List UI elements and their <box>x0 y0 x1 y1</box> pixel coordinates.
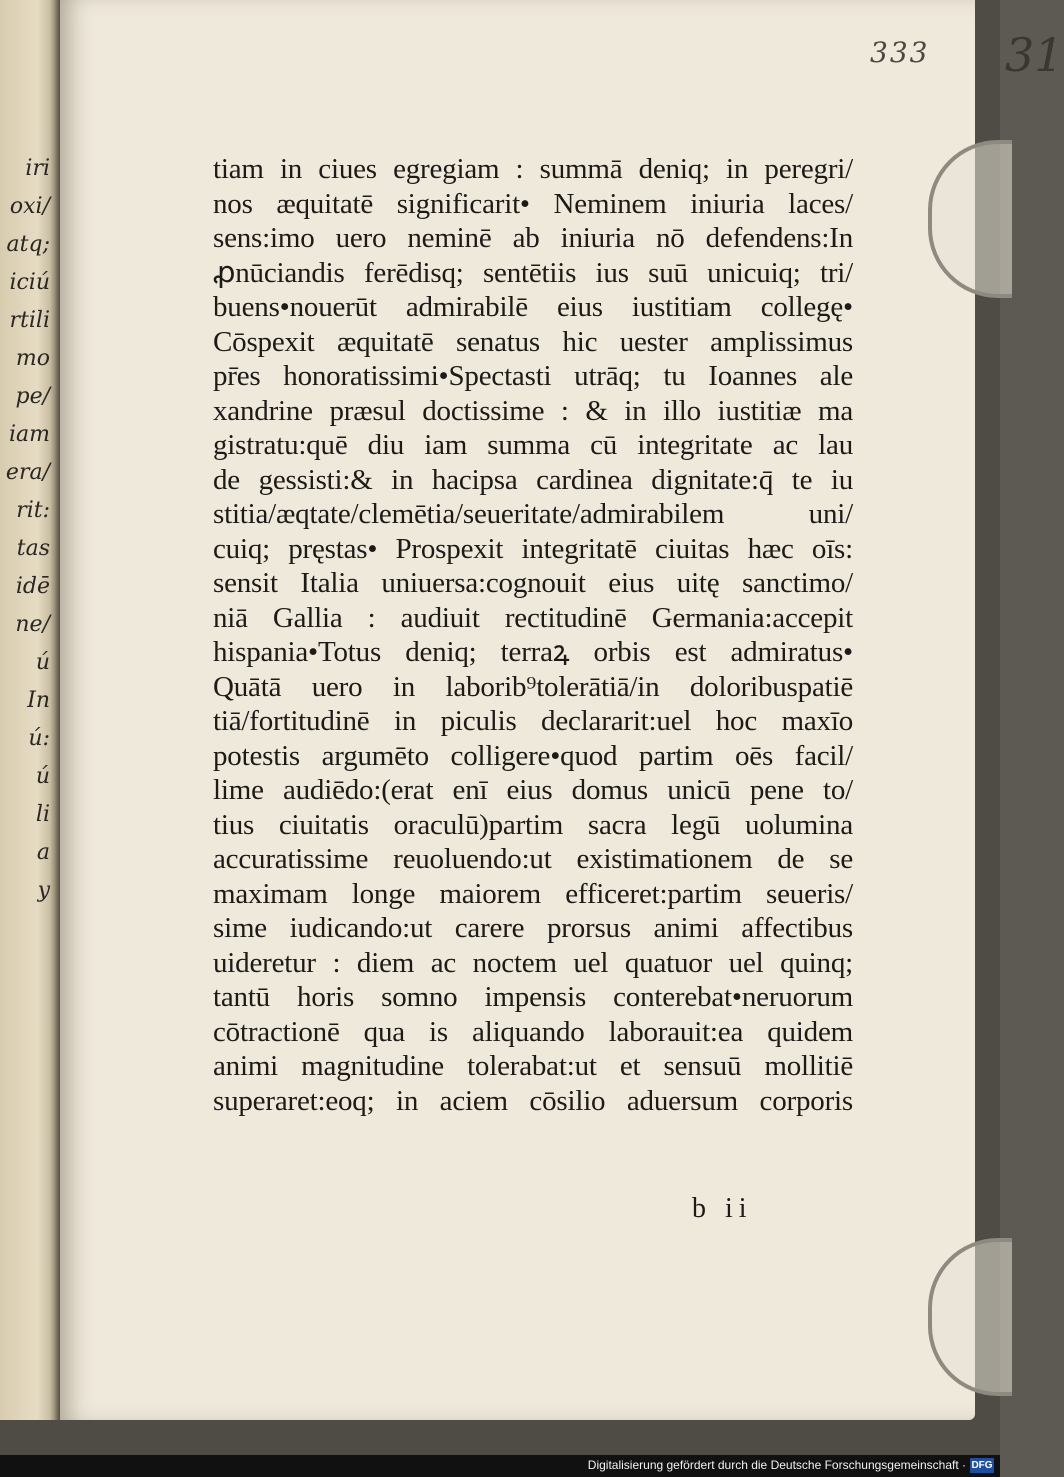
text-line: animi magnitudine tolerabat:ut et sensuū mollitiē <box>213 1050 853 1082</box>
text-line: Cōspexit æquitatē senatus hic uester amplissimus <box>213 325 853 358</box>
recto-page <box>60 0 1064 1420</box>
text-block <box>213 152 853 1118</box>
left-fragment: era/ <box>5 460 50 485</box>
text-line: tius ciuitatis oraculū)partim sacra legū uolumina <box>213 808 853 841</box>
left-fragment: mo <box>15 346 50 371</box>
left-fragment: rit: <box>16 498 50 523</box>
text-line: maximam longe maiorem efficeret:partim seueris/ <box>213 877 853 910</box>
left-fragment: a <box>36 840 50 865</box>
left-fragment: atq; <box>6 232 50 257</box>
footer-bar <box>0 1455 1000 1477</box>
text-line: ꝓnūciandis ferēdisq; sentētiis ius suū unicuiq; tri/ <box>213 256 853 289</box>
text-line: pr̄es honoratissimi•Spectasti utrāq; tu Ioannes ale <box>213 360 853 392</box>
left-fragment: tas <box>16 536 50 561</box>
text-line: tantū horis somno impensis conterebat•neruorum <box>213 981 853 1013</box>
text-line: accuratissime reuoluendo:ut existimationem de se <box>213 843 853 875</box>
text-line: xandrine præsul doctissime : & in illo iustitiæ ma <box>213 394 853 427</box>
text-line: nos æquitatē significarit• Neminem iniuria laces/ <box>213 187 853 220</box>
text-line: cōtractionē qua is aliquando laborauit:ea quidem <box>213 1015 853 1048</box>
left-fragment: y <box>37 878 50 903</box>
text-line: lime audiēdo:(erat enī eius domus unicū pene to/ <box>213 774 853 806</box>
pencil-folio-number: 333 <box>870 36 930 69</box>
text-line: tiam in ciues egregiam : summā deniq; in peregri/ <box>213 153 853 185</box>
footer-credit: Digitalisierung gefördert durch die Deutsche Forschungsgemeinschaft · <box>587 1458 966 1472</box>
signature-mark: b ii <box>692 1193 753 1224</box>
dfg-logo-icon: DFG <box>971 1460 993 1471</box>
text-line: potestis argumēto colligere•quod partim oēs facil/ <box>213 739 853 772</box>
left-fragment: ne/ <box>15 612 50 637</box>
left-fragment: iciú <box>9 270 50 295</box>
text-line: tiā/fortitudinē in piculis declararit:uel hoc maxīo <box>213 705 853 737</box>
text-line: cuiq; pręstas• Prospexit integritatē ciuitas hæc oīs: <box>213 532 853 565</box>
left-fragment: rtili <box>9 308 50 333</box>
text-line: de gessisti:& in hacipsa cardinea dignitate:q̄ te iu <box>213 463 853 496</box>
text-line: superaret:eoq; in aciem cōsilio aduersum corporis <box>213 1084 853 1117</box>
text-line: buens•nouerūt admirabilē eius iustitiam collegę• <box>213 291 853 323</box>
left-fragment: iri <box>25 156 50 181</box>
text-line: niā Gallia : audiuit rectitudinē Germania:accepit <box>213 601 853 634</box>
text-line: stitia/æqtate/clemētia/seueritate/admirabilem uni/ <box>213 498 853 530</box>
left-fragment: pe/ <box>15 384 50 409</box>
text-line: sens:imo uero neminē ab iniuria nō defendens:In <box>213 222 853 254</box>
left-fragment: In <box>27 688 50 713</box>
text-line: gistratu:quē diu iam summa cū integritate ac lau <box>213 429 853 461</box>
text-line: sime iudicando:ut carere prorsus animi affectibus <box>213 912 853 944</box>
left-fragment: li <box>35 802 50 827</box>
left-fragment: iam <box>8 422 50 447</box>
left-fragment: ú: <box>28 726 50 751</box>
left-fragment: oxi/ <box>9 194 50 219</box>
text-line: uideretur : diem ac noctem uel quatuor uel quinq; <box>213 946 853 979</box>
ink-folio-number: 31 <box>1005 28 1064 82</box>
text-line: sensit Italia uniuersa:cognouit eius uitę sanctimo/ <box>213 567 853 599</box>
text-line: hispania•Totus deniq; terraꝝ orbis est admiratus• <box>213 636 853 668</box>
text-line: Quātā uero in laborib⁹tolerātiā/in doloribuspatiē <box>213 670 853 703</box>
left-fragment: ú <box>35 650 50 675</box>
left-page-fragments <box>2 150 50 910</box>
left-fragment: ú <box>35 764 50 789</box>
left-fragment: idē <box>15 574 50 599</box>
